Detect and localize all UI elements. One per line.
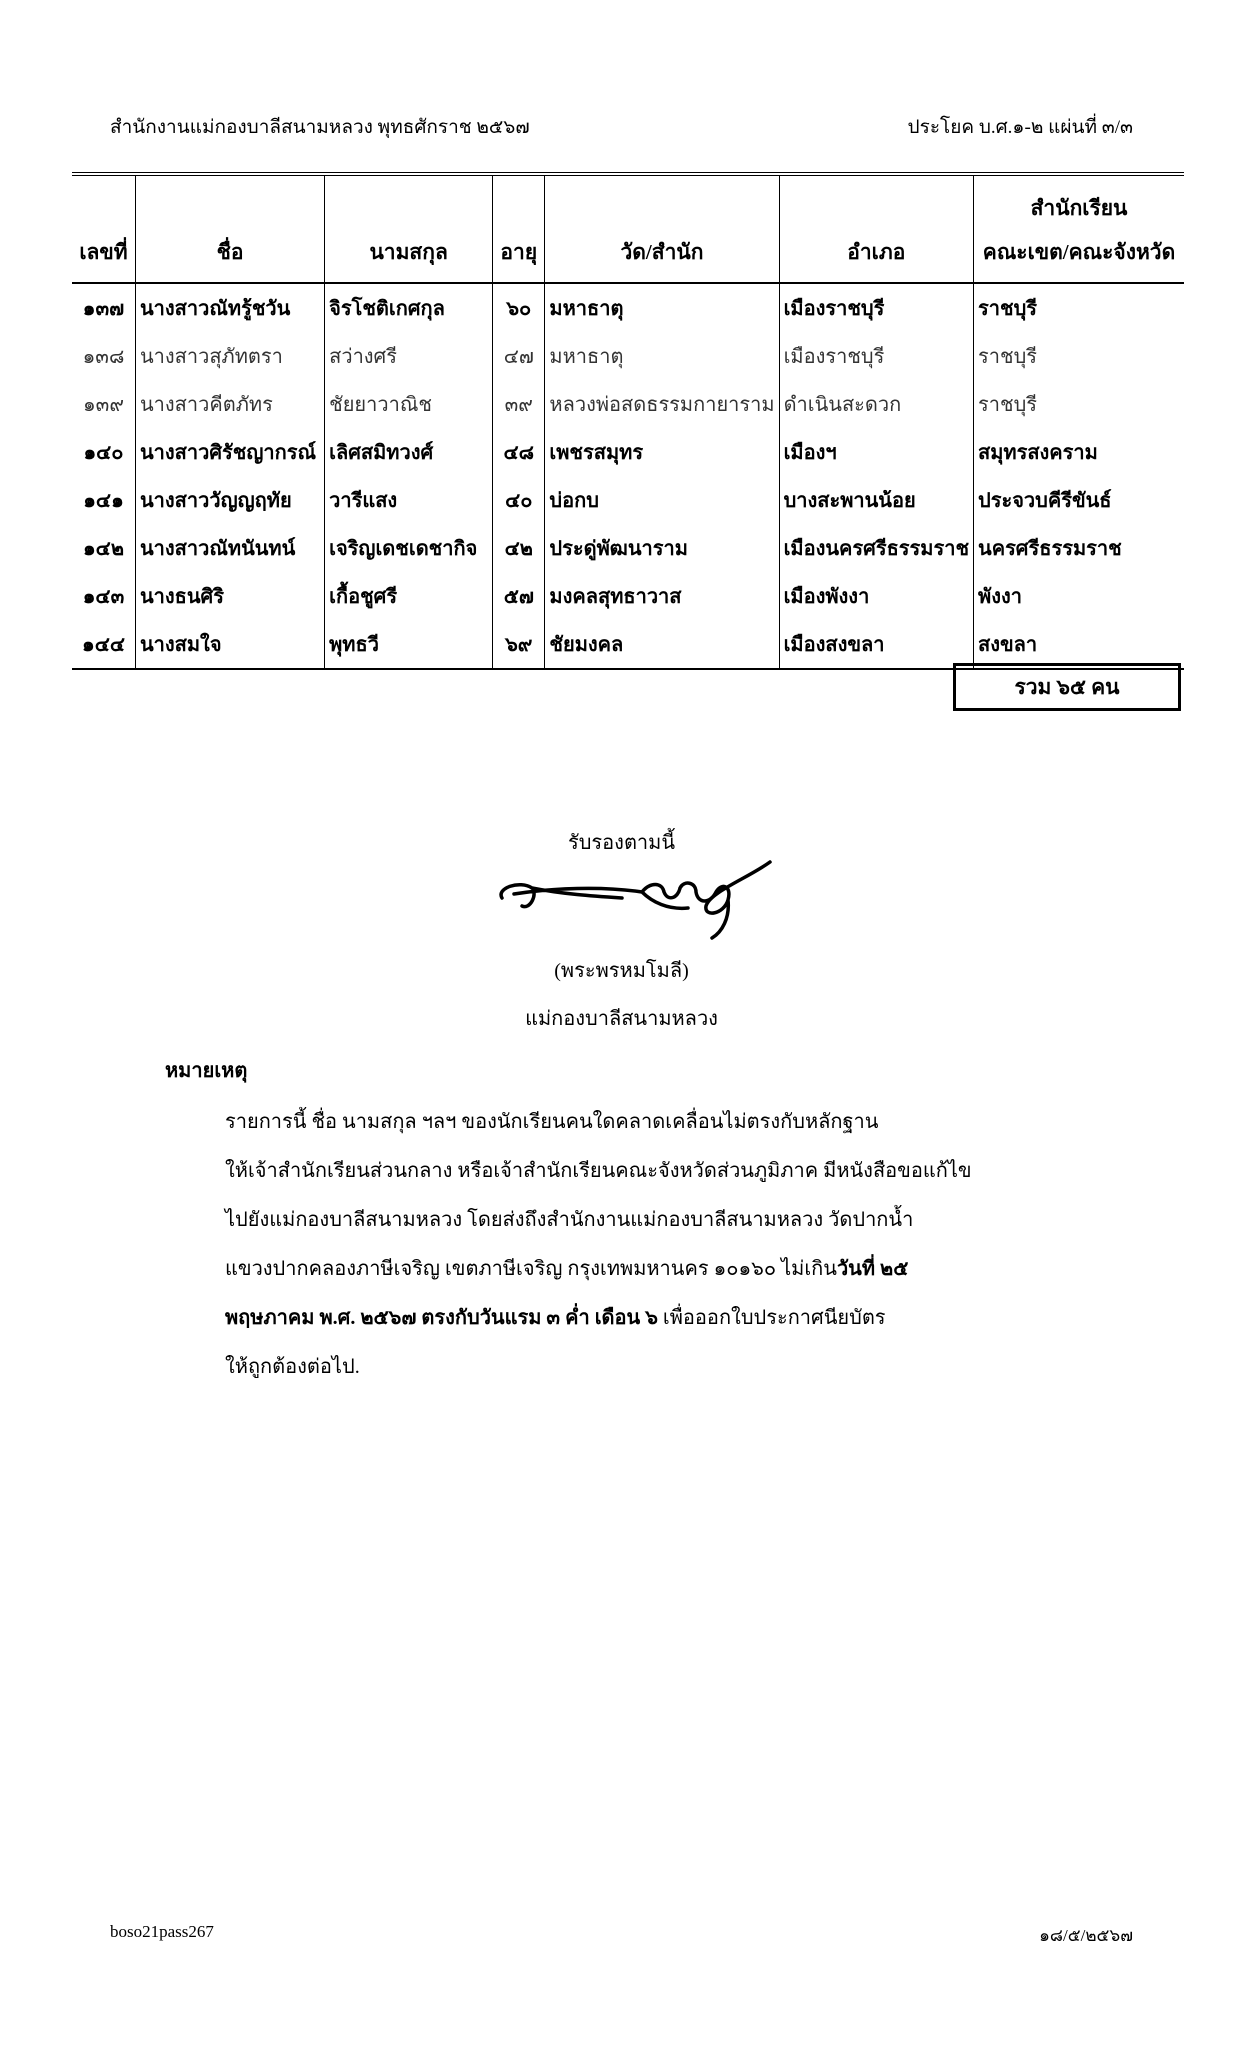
cell-no: ๑๓๙ <box>82 394 124 416</box>
note-line-4-text: แขวงปากคลองภาษีเจริญ เขตภาษีเจริญ กรุงเทพมหานคร ๑๐๑๖๐ ไม่เกิน <box>225 1258 837 1280</box>
note-line-3: ไปยังแม่กองบาลีสนามหลวง โดยส่งถึงสำนักงานแม่กองบาลีสนามหลวง วัดปากน้ำ <box>225 1209 914 1231</box>
note-deadline-month: พฤษภาคม พ.ศ. ๒๕๖๗ ตรงกับวันแรม ๓ ค่ำ เดือน ๖ <box>225 1307 658 1329</box>
note-line-5 <box>225 1294 965 1343</box>
cell-no: ๑๓๘ <box>82 346 125 368</box>
note-line-1: รายการนี้ ชื่อ นามสกุล ฯลฯ ของนักเรียนคนใดคลาดเคลื่อนไม่ตรงกับหลักฐาน <box>225 1111 879 1133</box>
col-header-no: เลขที่ <box>72 174 136 283</box>
cell-province: สงขลา <box>974 620 1184 669</box>
cell-age: ๖๙ <box>493 620 545 669</box>
cell-age: ๔๐ <box>493 476 545 524</box>
table-row <box>72 476 1184 524</box>
note-title: หมายเหตุ <box>165 1060 248 1082</box>
cell-name: นางธนศิริ <box>136 572 325 620</box>
table-row <box>72 620 1184 669</box>
cell-no: ๑๔๔ <box>72 620 136 669</box>
cell-name: นางสาวณัทรู้ชวัน <box>136 283 325 332</box>
table-row <box>72 572 1184 620</box>
cell-surname: สว่างศรี <box>325 332 493 380</box>
cell-surname: พุทธวี <box>325 620 493 669</box>
cell-amphoe: เมืองนครศรีธรรมราช <box>779 524 973 572</box>
cell-surname: เลิศสมิทวงศ์ <box>325 428 493 476</box>
note-deadline-date: วันที่ ๒๕ <box>836 1258 909 1280</box>
cell-amphoe: เมืองราชบุรี <box>779 332 973 380</box>
cell-name: นางสาวสุภัทตรา <box>136 332 325 380</box>
cell-province: ราชบุรี <box>974 332 1184 380</box>
cell-wat: บ่อกบ <box>545 476 779 524</box>
table-row <box>72 283 1184 332</box>
cell-province: ประจวบคีรีขันธ์ <box>974 476 1184 524</box>
cell-no: ๑๔๑ <box>83 490 124 512</box>
col-header-school-bottom: คณะเขต/คณะจังหวัด <box>982 240 1176 264</box>
footer-date: ๑๘/๕/๒๕๖๗ <box>1039 1926 1133 1945</box>
cell-no: ๑๓๗ <box>82 298 125 320</box>
footer-code: boso21pass267 <box>110 1922 214 1941</box>
cell-wat: ประดู่พัฒนาราม <box>545 524 779 572</box>
cell-amphoe: เมืองฯ <box>779 428 973 476</box>
note-line-2: ให้เจ้าสำนักเรียนส่วนกลาง หรือเจ้าสำนักเรียนคณะจังหวัดส่วนภูมิภาค มีหนังสือขอแก้ไข <box>225 1160 972 1182</box>
cell-age: ๔๒ <box>493 524 545 572</box>
cell-wat: หลวงพ่อสดธรรมกายาราม <box>545 380 779 428</box>
certification-label: รับรองตามนี้ <box>567 832 676 854</box>
col-header-school-top: สำนักเรียน <box>1030 196 1128 220</box>
cell-amphoe: เมืองพังงา <box>779 572 973 620</box>
cell-surname: ชัยยาวาณิช <box>325 380 493 428</box>
header-sheet: ประโยค บ.ศ.๑-๒ แผ่นที่ ๓/๓ <box>907 117 1133 138</box>
cell-name: นางสาววัญญฤทัย <box>136 476 325 524</box>
col-header-school <box>974 174 1184 283</box>
cell-amphoe: ดำเนินสะดวก <box>779 380 973 428</box>
note-line-6: ให้ถูกต้องต่อไป. <box>225 1356 360 1378</box>
signer-name: (พระพรหมโมลี) <box>554 960 689 982</box>
cell-province: ราชบุรี <box>974 283 1184 332</box>
cell-age: ๓๙ <box>493 380 545 428</box>
cell-amphoe: เมืองราชบุรี <box>779 283 973 332</box>
cell-no: ๑๔๐ <box>83 442 124 464</box>
total-count-box: รวม ๖๕ คน <box>953 663 1181 711</box>
col-header-surname: นามสกุล <box>325 174 493 283</box>
cell-surname: จิรโชติเกศกุล <box>325 283 493 332</box>
cell-province: ราชบุรี <box>974 380 1184 428</box>
cell-no: ๑๔๓ <box>82 586 125 608</box>
cell-name: นางสาวณัทนันทน์ <box>136 524 325 572</box>
col-header-name: ชื่อ <box>136 174 325 283</box>
col-header-amphoe: อำเภอ <box>779 174 973 283</box>
note-line-4 <box>225 1245 965 1294</box>
cell-surname: เจริญเดชเดชากิจ <box>325 524 493 572</box>
table-row <box>72 380 1184 428</box>
cell-surname: เกื้อชูศรี <box>325 572 493 620</box>
cell-name: นางสาวคีตภัทร <box>136 380 325 428</box>
cell-province: พังงา <box>974 572 1184 620</box>
cell-wat: มหาธาตุ <box>545 283 779 332</box>
signer-title: แม่กองบาลีสนามหลวง <box>525 1008 718 1030</box>
cell-wat: มหาธาตุ <box>545 332 779 380</box>
table-row <box>72 332 1184 380</box>
cell-amphoe: เมืองสงขลา <box>779 620 973 669</box>
cell-age: ๖๐ <box>493 283 545 332</box>
table-header-row <box>72 174 1184 283</box>
cell-province: นครศรีธรรมราช <box>974 524 1184 572</box>
cell-amphoe: บางสะพานน้อย <box>779 476 973 524</box>
cell-province: สมุทรสงคราม <box>974 428 1184 476</box>
cell-age: ๕๗ <box>493 572 545 620</box>
cell-wat: เพชรสมุทร <box>545 428 779 476</box>
header-office: สำนักงานแม่กองบาลีสนามหลวง พุทธศักราช ๒๕๖๗ <box>110 117 530 138</box>
note-line-5-text: เพื่อออกใบประกาศนียบัตร <box>657 1307 886 1329</box>
cell-name: นางสาวศิรัชญากรณ์ <box>136 428 325 476</box>
table-row <box>72 524 1184 572</box>
cell-age: ๔๘ <box>493 428 545 476</box>
note-body <box>225 1098 972 1392</box>
results-table <box>72 172 1184 670</box>
handwritten-signature <box>492 858 782 940</box>
cell-surname: วารีแสง <box>325 476 493 524</box>
cell-no: ๑๔๒ <box>82 538 124 560</box>
cell-wat: ชัยมงคล <box>545 620 779 669</box>
col-header-age: อายุ <box>493 174 545 283</box>
col-header-wat: วัด/สำนัก <box>545 174 779 283</box>
cell-name: นางสมใจ <box>136 620 325 669</box>
cell-wat: มงคลสุทธาวาส <box>545 572 779 620</box>
table-row <box>72 428 1184 476</box>
cell-age: ๔๗ <box>493 332 545 380</box>
